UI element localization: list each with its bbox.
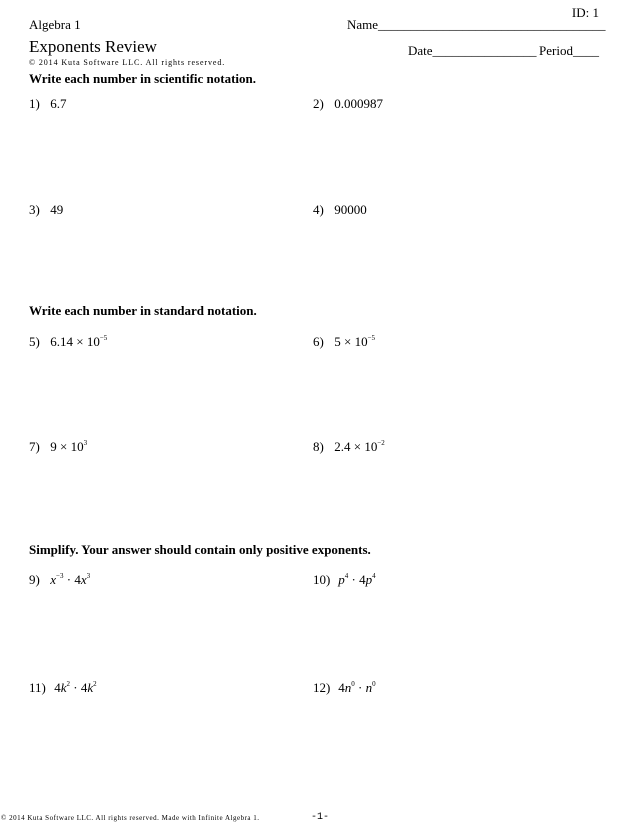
problem-text: 49: [50, 202, 64, 217]
problem-12: [313, 680, 376, 696]
problem-number: 12): [313, 680, 331, 695]
operator: ·: [354, 680, 366, 695]
variable: p: [338, 572, 345, 587]
problem-7: [29, 439, 87, 455]
section-instruction: Simplify. Your answer should contain only positive exponents.: [29, 542, 371, 557]
problem-number: 9): [29, 572, 40, 587]
footer-copyright: © 2014 Kuta Software LLC. All rights reserved. Made with Infinite Algebra 1.: [1, 814, 260, 822]
date-field: Date________________: [408, 43, 537, 58]
problem-exponent: 3: [83, 438, 88, 447]
problem-exponent: −5: [367, 333, 376, 342]
operator: · 4: [63, 572, 81, 587]
exponent: −3: [56, 571, 64, 580]
problem-number: 11): [29, 680, 46, 695]
coefficient: 4: [54, 680, 61, 695]
name-field: Name___________________________________: [347, 17, 606, 32]
problem-3: [29, 202, 63, 218]
exponent: 2: [93, 679, 97, 688]
problem-2: [313, 96, 383, 112]
problem-10: [313, 572, 376, 588]
course-name: Algebra 1: [29, 17, 81, 32]
period-field: Period____: [539, 43, 599, 58]
problem-number: 7): [29, 439, 40, 454]
operator: · 4: [70, 680, 88, 695]
problem-number: 2): [313, 96, 324, 111]
copyright-notice: © 2014 Kuta Software LLC. All rights reserved.: [29, 58, 226, 67]
problem-11: [29, 680, 97, 696]
problem-8: [313, 439, 385, 455]
page-number: -1-: [311, 812, 330, 823]
variable: p: [365, 572, 373, 587]
problem-coefficient: 9 × 10: [50, 439, 84, 454]
problem-9: [29, 572, 90, 588]
variable: k: [60, 680, 67, 695]
exponent: 0: [372, 679, 376, 688]
worksheet-id: ID: 1: [571, 5, 599, 20]
section-instruction: Write each number in scientific notation.: [29, 71, 257, 86]
problem-number: 10): [313, 572, 331, 587]
problem-5: [29, 334, 107, 350]
problem-1: [29, 96, 67, 112]
problem-coefficient: 5 × 10: [334, 334, 368, 349]
problem-coefficient: 6.14 × 10: [50, 334, 100, 349]
problem-number: 8): [313, 439, 324, 454]
section-instruction: Write each number in standard notation.: [29, 303, 257, 318]
problem-number: 6): [313, 334, 324, 349]
problem-number: 4): [313, 202, 324, 217]
exponent: 3: [86, 571, 91, 580]
problem-exponent: −5: [99, 333, 108, 342]
problem-4: [313, 202, 367, 218]
problem-number: 1): [29, 96, 40, 111]
problem-text: 6.7: [50, 96, 67, 111]
exponent: 4: [372, 571, 376, 580]
variable: x: [50, 572, 57, 587]
problem-6: [313, 334, 375, 350]
exponent: 0: [351, 679, 355, 688]
variable: x: [80, 572, 87, 587]
operator: · 4: [348, 572, 366, 587]
exponent: 4: [344, 571, 349, 580]
problem-text: 90000: [334, 202, 367, 217]
problem-exponent: −2: [377, 438, 385, 447]
coefficient: 4: [338, 680, 345, 695]
problem-number: 5): [29, 334, 40, 349]
variable: k: [87, 680, 94, 695]
page-title: Exponents Review: [29, 37, 157, 56]
exponent: 2: [66, 679, 71, 688]
problem-number: 3): [29, 202, 40, 217]
problem-text: 0.000987: [334, 96, 383, 111]
variable: n: [344, 680, 352, 695]
problem-coefficient: 2.4 × 10: [334, 439, 378, 454]
variable: n: [365, 680, 373, 695]
